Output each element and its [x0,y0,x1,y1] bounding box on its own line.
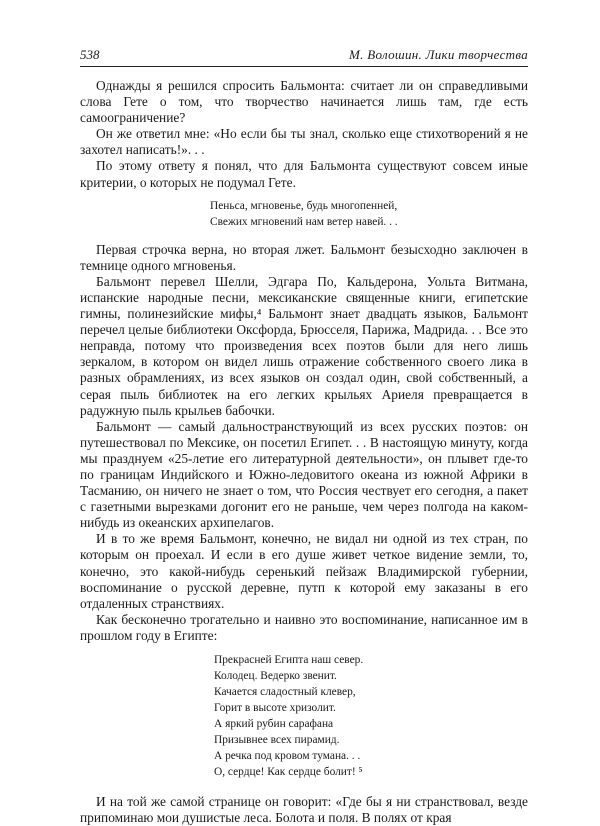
poem [214,652,528,780]
page-body [80,78,528,826]
poem-line: А речка под кровом тумана. . . [214,750,361,762]
paragraph: Бальмонт — самый дальностранствующий из всех русских поэтов: он путешествовал по Мексике, он посетил Египет. . . В настоящую минуту, когда мы празднуем «25-летие его литературной деятельности», он плывет где-то по границам Индийского и Южно-ледовитого океана из южной Африки в Тасманию, он ничего не знает о том, что Россия чествует его сегодня, а пакет с газетными вырезками догонит его не раньше, чем через полгода на каком-нибудь из океанских архипелагов. [80,418,528,531]
poem-line: А яркий рубин сарафана [214,718,334,730]
poem-line: Призывнее всех пирамид. [214,734,340,746]
running-title: М. Волошин. Лики творчества [349,47,528,62]
poem-line: Колодец. Ведерко звенит. [214,670,337,682]
poem-line: Прекрасней Египта наш север. [214,654,364,666]
verse-line: Пеньса, мгновенье, будь многопенней, [210,199,398,212]
paragraph: И на той же самой странице он говорит: «Где бы я ни странствовал, везде припоминаю мои душистые леса. Болота и поля. В полях от края [80,794,528,826]
paragraph: Бальмонт перевел Шелли, Эдгара По, Кальдерона, Уольта Витмана, испанские народные песни, мексиканские священные книги, египетские гимны, полинезийские мифы,⁴ Бальмонт знает двадцать языков, Бальмонт перечел целые библиотеки Оксфорда, Брюсселя, Парижа, Мадрида. . . Все это неправда, потому что произведения всех поэтов были для него лишь зеркалом, в котором он видел лишь отражение собственного своего лика в разных обрамлениях, из всех языков он создал один, свой собственный, а серая пыль библиотек на его легких крыльях Ариеля превращается в радужную пыль крыльев бабочки. [80,273,528,418]
paragraph: И в то же время Бальмонт, конечно, не видал ни одной из тех стран, по которым он проехал. И если в его душе живет четкое видение земли, то, конечно, это какой-нибудь серенький пейзаж Владимирской губернии, воспоминание о русской деревне, путп к которой ему заказаны в его отдаленных странствиях. [80,531,528,611]
poem-line: О, сердце! Как сердце болит! ⁵ [214,766,363,778]
paragraph: Он же ответил мне: «Но если бы ты знал, сколько еще стихотворений я не захотел написать!». . . [80,126,528,158]
page-header [80,44,528,66]
poem-line: Качается сладостный клевер, [214,686,356,698]
verse-line: Свежих мгновений нам ветер навей. . . [210,215,398,228]
paragraph: Однажды я решился спросить Бальмонта: считает ли он справедливыми слова Гете о том, что творчество начинается лишь там, где есть самоограничение? [80,78,528,126]
verse-quote [210,198,528,230]
header-divider [80,66,528,67]
page-number: 538 [80,47,100,62]
paragraph: По этому ответу я понял, что для Бальмонта существуют совсем иные критерии, о которых не подумал Гете. [80,158,528,190]
poem-line: Горит в высоте хризолит. [214,702,336,714]
paragraph: Как бесконечно трогательно и наивно это воспоминание, написанное им в прошлом году в Египте: [80,611,528,643]
paragraph: Первая строчка верна, но вторая лжет. Бальмонт безысходно заключен в темнице одного мгновенья. [80,241,528,273]
